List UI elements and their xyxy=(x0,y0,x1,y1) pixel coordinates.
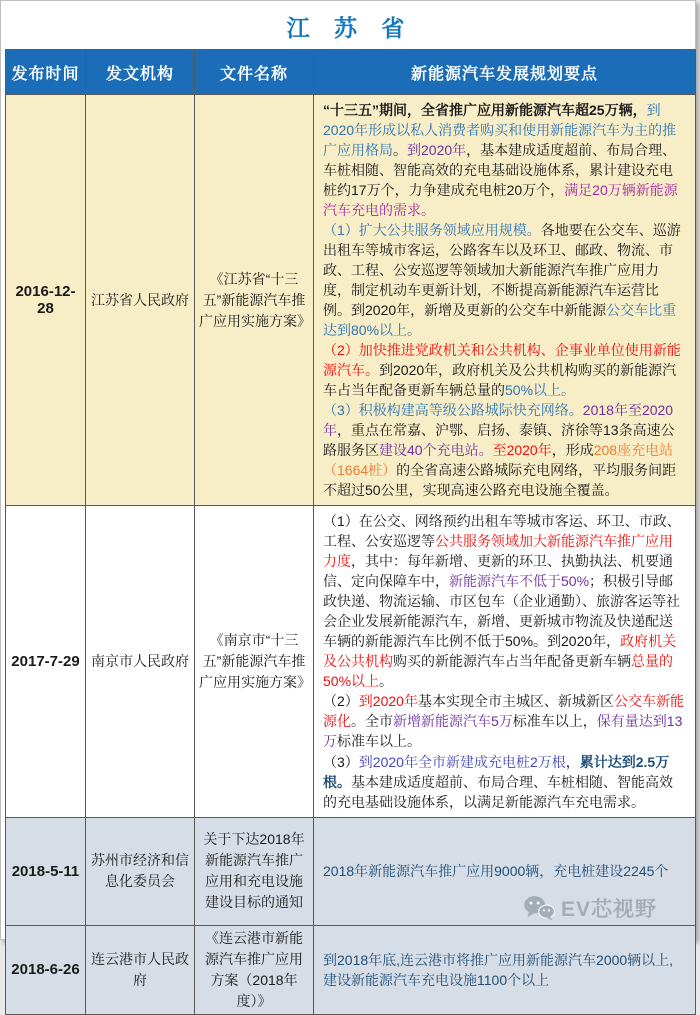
key-point-segment: 。全市 xyxy=(351,713,393,730)
wechat-icon xyxy=(523,895,555,921)
key-point-segment: 保有量达到13万 xyxy=(323,713,683,750)
key-point-segment: 总量的50%以上 xyxy=(323,653,673,690)
publish-date-cell: 2016-12-28 xyxy=(6,95,86,506)
key-point-segment: 政府机关及公共机构 xyxy=(323,633,677,670)
key-point-paragraph xyxy=(323,400,686,500)
key-point-segment: 标准车以上， xyxy=(512,713,597,730)
header-key-points: 新能源汽车发展规划要点 xyxy=(314,50,696,95)
key-point-segment: （1）扩大公共服务领域应用规模。 xyxy=(323,222,541,239)
key-point-segment: 公共服务领域加大新能源汽车推广应用力度 xyxy=(323,533,673,570)
key-points-cell xyxy=(314,95,696,506)
key-point-segment: （2） xyxy=(323,693,359,710)
key-point-segment: 到2020年 xyxy=(358,693,418,710)
key-point-segment: 基本建成适度超前、布局合理、车桩相随、智能高效的充电基础设施体系，以满足新能源汽车充电需求。 xyxy=(323,773,673,810)
doc-name-cell: 《连云港市新能源汽车推广应用方案（2018年度）》 xyxy=(195,925,314,1014)
publish-date-cell: 2018-5-11 xyxy=(6,817,86,925)
key-point-segment: 标准车以上。 xyxy=(337,733,421,750)
key-point-paragraph xyxy=(323,691,686,751)
key-point-segment: ，形成 xyxy=(551,442,594,459)
key-point-segment: 到2020年，政府机关及公共机构购买的新能源汽车占当年配备更新车辆总量的 xyxy=(323,362,677,399)
key-points-cell xyxy=(314,506,696,817)
key-point-segment: 满足20万辆新能源汽车充电的需求。 xyxy=(323,182,678,219)
agency-cell: 连云港市人民政府 xyxy=(86,925,195,1014)
watermark-label: EV芯视野 xyxy=(560,898,657,921)
header-publish-date: 发布时间 xyxy=(6,50,86,95)
key-point-paragraph xyxy=(323,100,686,220)
key-point-segment: 208座充电站（1664桩） xyxy=(323,442,674,479)
key-point-segment: 基本实现全市主城区、新城新区 xyxy=(417,693,614,710)
doc-name-cell: 关于下达2018年新能源汽车推广应用和充电设施建设目标的通知 xyxy=(195,817,314,925)
key-point-segment: ， xyxy=(565,753,580,770)
key-point-segment: （1）在公交、网络预约出租车等城市客运、环卫、市政、工程、公安巡逻等 xyxy=(323,513,681,550)
key-point-segment: 建设40个充电站。 xyxy=(379,442,493,459)
header-agency: 发文机构 xyxy=(86,50,195,95)
key-point-segment: 公交车新能源化 xyxy=(323,693,684,730)
key-point-segment: ，其中：每年新增、更新的环卫、执勤执法、机要通信、定向保障车中， xyxy=(323,553,673,590)
key-point-paragraph xyxy=(323,340,686,400)
header-doc-name: 文件名称 xyxy=(195,50,314,95)
policy-table xyxy=(5,49,696,1015)
key-point-segment: ，基本建成适度超前、布局合理、车桩相随、智能高效的充电基础设施体系，累计建设充电桩约17万个，力争建成充电桩20万个， xyxy=(323,142,677,199)
key-point-segment: “十三五”期间，全省推广应用新能源汽车超25万辆， xyxy=(323,102,647,118)
key-point-paragraph xyxy=(323,752,686,812)
key-point-segment: 各地要在公交车、巡游出租车等城市客运，公路客车以及环卫、邮政、物流、市政、工程、公安巡逻等领域加大新能源汽车推广应用力度，制定机动车更新计划，不断提高新能源汽车运营比例。到2020年，新增及更新的公交车中新能源 xyxy=(323,222,681,319)
agency-cell: 南京市人民政府 xyxy=(86,506,195,817)
key-point-segment: 50%以上。 xyxy=(505,382,576,399)
watermark xyxy=(523,893,657,923)
page-title: 江 苏 省 xyxy=(286,14,414,41)
key-point-segment: 新能源汽车不低于50% xyxy=(449,573,590,590)
doc-name-cell: 《南京市“十三五”新能源汽车推广应用实施方案》 xyxy=(195,506,314,817)
key-point-segment: 公交车比重达到80%以上。 xyxy=(323,302,677,339)
key-point-segment: 累计达到2.5万根。 xyxy=(323,753,670,790)
key-points-cell xyxy=(314,925,696,1014)
table-row xyxy=(6,95,696,506)
key-point-paragraph xyxy=(323,511,686,691)
key-point-segment: 新增新能源汽车5万 xyxy=(393,713,513,730)
key-point-segment: ，重点在常嘉、沪鄂、启扬、泰镇、济徐等13条高速公路服务区 xyxy=(323,422,675,459)
key-point-segment: 到2018年底,连云港市将推广应用新能源汽车2000辆以上,建设新能源汽车充电设施1100个以上 xyxy=(323,951,674,988)
key-point-paragraph xyxy=(323,861,686,881)
key-point-segment: 2018年至2020年 xyxy=(323,402,674,439)
table-row xyxy=(6,506,696,817)
key-point-segment: 到2020年全市新建成充电桩2万根 xyxy=(358,753,566,770)
table-body xyxy=(6,95,696,1015)
key-point-segment: （3）积极构建高等级公路城际快充网络。 xyxy=(323,402,583,419)
table-header xyxy=(6,50,696,95)
key-point-segment: 。 xyxy=(379,673,394,690)
key-point-segment: 到2020年形成以私人消费者购买和使用新能源汽车为主的推广应用格局 xyxy=(323,102,677,159)
agency-cell: 苏州市经济和信息化委员会 xyxy=(86,817,195,925)
content-area xyxy=(5,3,695,1015)
key-point-segment: （2）加快推进党政机关和公共机构、企事业单位使用新能源汽车。 xyxy=(323,342,681,379)
key-point-segment: 至2020年 xyxy=(492,442,552,459)
key-point-segment: 。 xyxy=(393,142,407,159)
key-point-paragraph xyxy=(323,950,686,990)
publish-date-cell: 2017-7-29 xyxy=(6,506,86,817)
key-point-paragraph xyxy=(323,220,686,340)
key-point-segment: ；积极引导邮政快递、物流运输、市区包车（企业通勤）、旅游客运等社会企业发展新能源汽车，新增、更新城市物流及快递配送车辆的新能源汽车比例不低于50%。到2020年， xyxy=(323,573,680,650)
table-row xyxy=(6,925,696,1014)
key-point-segment: 2018年新能源汽车推广应用9000辆，充电桩建设2245个 xyxy=(323,863,669,880)
key-point-segment: （3） xyxy=(323,753,359,770)
doc-name-cell: 《江苏省“十三五”新能源汽车推广应用实施方案》 xyxy=(195,95,314,506)
key-point-segment: 的全省高速公路城际充电网络，平均服务间距不超过50公里，实现高速公路充电设施全覆盖。 xyxy=(323,462,677,499)
publish-date-cell: 2018-6-26 xyxy=(6,925,86,1014)
agency-cell: 江苏省人民政府 xyxy=(86,95,195,506)
key-point-segment: 购买的新能源汽车占当年配备更新车辆 xyxy=(393,653,631,670)
title-bar xyxy=(5,3,695,49)
key-point-segment: 到2020年 xyxy=(407,142,467,159)
